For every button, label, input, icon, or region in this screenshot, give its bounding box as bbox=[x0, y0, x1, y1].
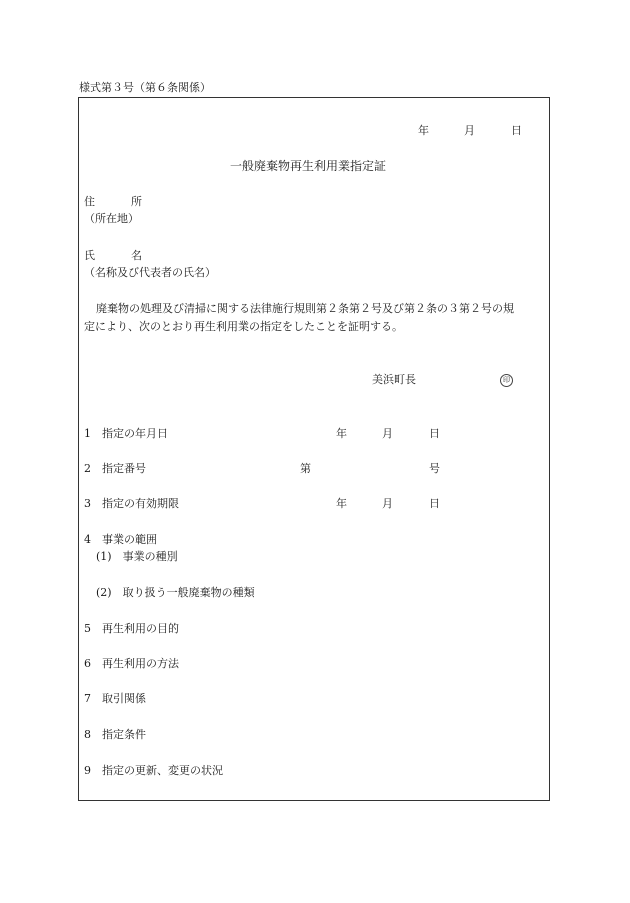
item-recycling-method: 6 再生利用の方法 bbox=[84, 657, 179, 670]
seal-mark: 印 bbox=[500, 374, 513, 387]
item-validity-period-day: 日 bbox=[429, 497, 440, 510]
date-month: 月 bbox=[464, 124, 475, 137]
item-designation-date-year: 年 bbox=[336, 427, 347, 440]
item-validity-period-month: 月 bbox=[382, 497, 393, 510]
item-designation-date-day: 日 bbox=[429, 427, 440, 440]
item-trade-relations: 7 取引関係 bbox=[84, 692, 146, 705]
item-waste-types: (2) 取り扱う一般廃棄物の種類 bbox=[96, 586, 255, 599]
item-designation-number-suffix: 号 bbox=[429, 462, 440, 475]
date-year: 年 bbox=[418, 124, 429, 137]
item-business-scope: 4 事業の範囲 bbox=[84, 533, 157, 546]
certificate-title: 一般廃棄物再生利用業指定証 bbox=[230, 159, 387, 173]
statement-line-2: 定により、次のとおり再生利用業の指定をしたことを証明する。 bbox=[84, 320, 403, 333]
form-number-label: 様式第３号（第６条関係） bbox=[79, 81, 211, 94]
item-business-type: (1) 事業の種別 bbox=[96, 550, 178, 563]
name-label-a: 氏 bbox=[84, 249, 95, 262]
item-validity-period-year: 年 bbox=[336, 497, 347, 510]
item-designation-number-prefix: 第 bbox=[300, 462, 311, 475]
address-label-a: 住 bbox=[84, 195, 95, 208]
certificate-form bbox=[78, 97, 550, 801]
item-designation-date: 1 指定の年月日 bbox=[84, 427, 168, 440]
item-validity-period: 3 指定の有効期限 bbox=[84, 497, 179, 510]
item-designation-conditions: 8 指定条件 bbox=[84, 728, 146, 741]
address-label-b: 所 bbox=[131, 195, 142, 208]
address-sublabel: （所在地） bbox=[84, 212, 139, 225]
name-sublabel: （名称及び代表者の氏名） bbox=[84, 266, 216, 279]
date-day: 日 bbox=[511, 124, 522, 137]
statement-line-1: 廃棄物の処理及び清掃に関する法律施行規則第２条第２号及び第２条の３第２号の規 bbox=[96, 302, 514, 315]
item-designation-date-month: 月 bbox=[382, 427, 393, 440]
item-renewal-changes: 9 指定の更新、変更の状況 bbox=[84, 764, 223, 777]
name-label-b: 名 bbox=[131, 249, 142, 262]
issuer-name: 美浜町長 bbox=[372, 373, 416, 386]
item-recycling-purpose: 5 再生利用の目的 bbox=[84, 622, 179, 635]
item-designation-number: 2 指定番号 bbox=[84, 462, 146, 475]
